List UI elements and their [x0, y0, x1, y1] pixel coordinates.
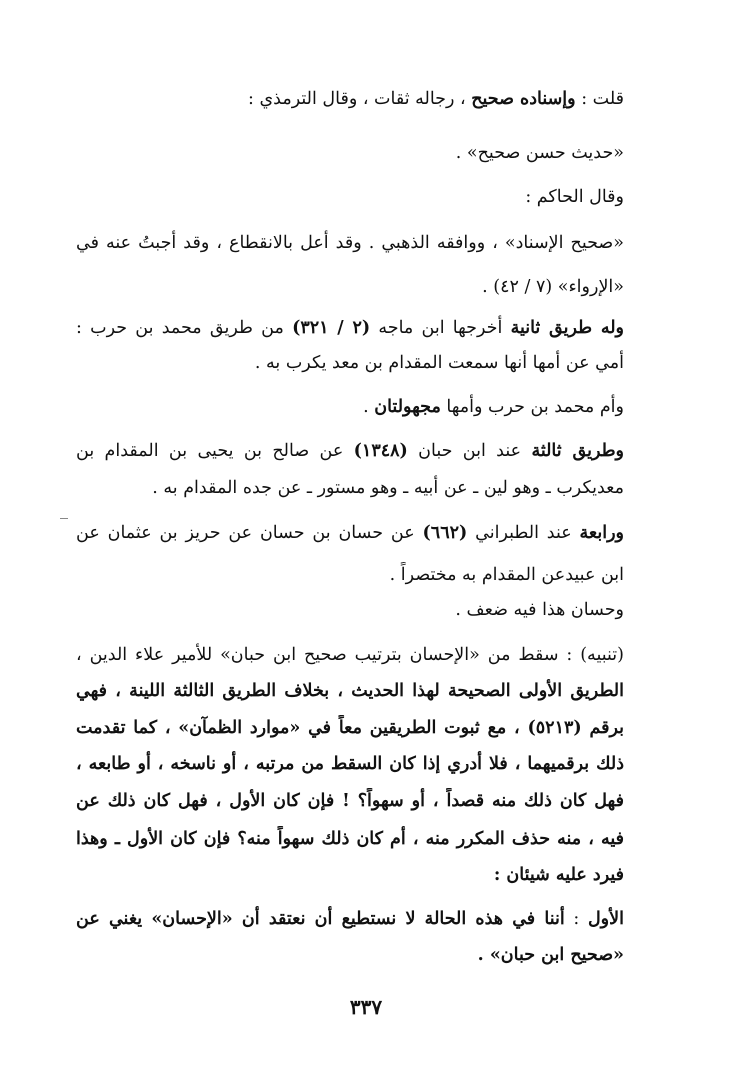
text-line-14: [76, 642, 624, 668]
text-segment: ورابعة: [579, 523, 624, 543]
text-line-10: [76, 475, 624, 501]
text-line-20: [76, 862, 624, 888]
text-line-9: [76, 438, 624, 464]
text-segment: (٢ / ٣٢١): [292, 318, 371, 338]
margin-mark: [60, 518, 68, 519]
text-line-11: [76, 520, 624, 546]
text-segment: ذلك برقميهما ، فلا أدري إذا كان السقط من مرتبه ، أو ناسخه ، أو طابعه ،: [76, 754, 624, 774]
text-segment: .: [363, 397, 375, 417]
text-line-22: [76, 942, 624, 968]
text-segment: وإسناده صحيح: [471, 89, 576, 109]
text-segment: عند الطبراني: [467, 523, 580, 543]
text-line-17: [76, 751, 624, 777]
text-segment: عند ابن حبان: [407, 441, 532, 461]
text-line-12: [76, 562, 624, 588]
text-segment: برقم (٥٢١٣) ، مع ثبوت الطريقين معاً في «موارد الظمآن» ، كما تقدمت: [76, 718, 624, 738]
text-segment: الطريق الأولى الصحيحة لهذا الحديث ، بخلاف الطريق الثالثة اللينة ، فهي: [76, 681, 624, 701]
text-line-3: [76, 184, 624, 210]
text-line-2: [76, 140, 624, 166]
text-segment: فيرد عليه شيئان :: [493, 865, 624, 885]
text-segment: «صحيح ابن حبان» .: [477, 945, 624, 965]
text-line-13: [76, 597, 624, 623]
text-segment: (٦٦٢): [422, 523, 468, 543]
text-segment: «صحيح الإسناد» ، ووافقه الذهبي . وقد أُعل بالانقطاع ، وقد أجبتُ عنه في: [76, 233, 624, 253]
text-segment: وأم محمد بن حرب وأمها: [440, 397, 624, 417]
text-segment: وله طريق ثانية: [510, 318, 624, 338]
text-segment: أمي عن أمها أنها سمعت المقدام بن معد يكرب به .: [254, 353, 624, 373]
text-line-19: [76, 826, 624, 852]
text-segment: الأول: [587, 909, 624, 929]
text-segment: ابن عبيدعن المقدام به مختصراً .: [389, 565, 624, 585]
text-line-8: [76, 394, 624, 420]
text-line-18: [76, 788, 624, 814]
text-segment: ، رجاله ثقات ، وقال الترمذي :: [248, 89, 472, 109]
text-line-6: [76, 315, 624, 341]
text-segment: أخرجها ابن ماجه: [370, 318, 511, 338]
text-line-7: [76, 350, 624, 376]
text-line-21: [76, 906, 624, 932]
text-segment: «حديث حسن صحيح» .: [455, 143, 624, 163]
page-number: ٣٣٧: [349, 995, 383, 1019]
text-segment: فهل كان ذلك منه قصداً ، أو سهواً؟ ! فإن كان الأول ، فهل كان ذلك عن: [76, 791, 624, 811]
text-segment: عن صالح بن يحيى بن المقدام بن: [76, 441, 354, 461]
text-segment: قلت :: [575, 89, 624, 109]
text-segment: وقال الحاكم :: [525, 187, 624, 207]
text-segment: «الإرواء» (٧ / ٤٢) .: [482, 277, 624, 297]
text-segment: (تنبيه) : سقط من «الإحسان بترتيب صحيح ابن حبان» للأمير علاء الدين ،: [76, 645, 624, 665]
text-line-1: [76, 86, 624, 112]
text-segment: عن حسان بن حسان عن حريز بن عثمان عن: [76, 523, 415, 543]
text-segment: معديكرب ـ وهو لين ـ عن أبيه ـ وهو مستور ـ عن جده المقدام به .: [152, 478, 624, 498]
text-segment: مجهولتان: [374, 397, 441, 417]
text-segment: أننا في هذه الحالة لا نستطيع أن نعتقد أن «الإحسان» يغني عن: [76, 909, 565, 929]
text-segment: وحسان هذا فيه ضعف .: [455, 600, 624, 620]
text-segment: :: [564, 909, 588, 929]
text-line-16: [76, 715, 624, 741]
text-segment: (١٣٤٨): [353, 441, 408, 461]
text-line-4: [76, 230, 624, 256]
text-segment: وطريق ثالثة: [531, 441, 624, 461]
text-segment: فيه ، منه حذف المكرر منه ، أم كان ذلك سهواً منه؟ فإن كان الأول ـ وهذا: [76, 829, 624, 849]
text-line-5: [76, 274, 624, 300]
text-segment: من طريق محمد بن حرب :: [76, 318, 284, 338]
text-line-15: [76, 678, 624, 704]
